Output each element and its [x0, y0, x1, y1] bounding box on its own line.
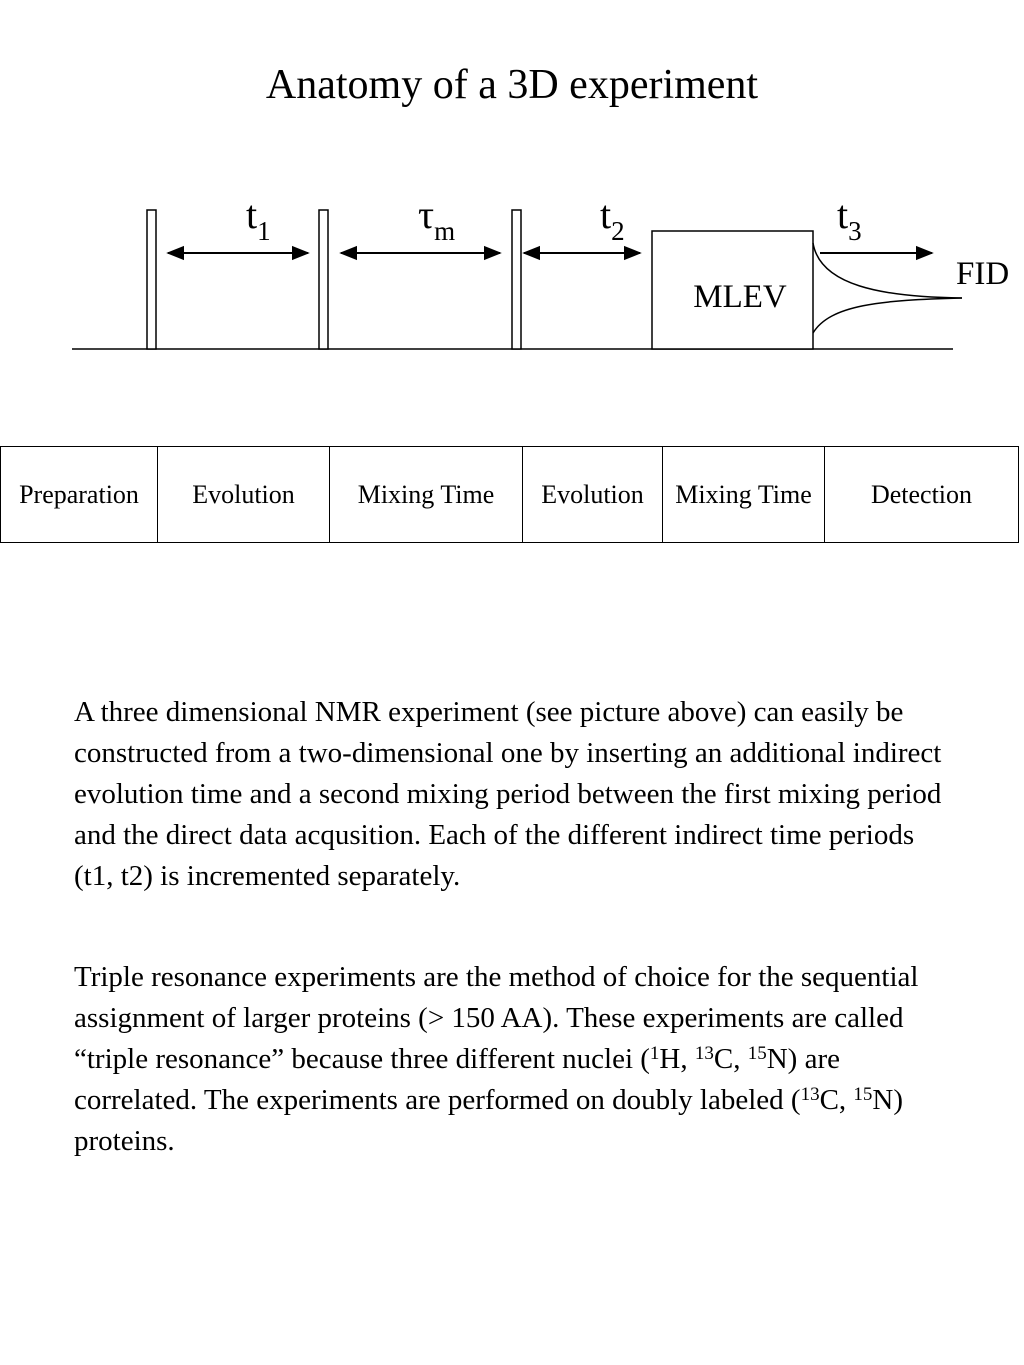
paragraph-3d-experiment: A three dimensional NMR experiment (see picture above) can easily be constructed from a two-dimensional one by inserting an additional indirect evolution time and a second mixing period between the first mixing period and the direct data acqusition. Each of the different indirect time periods (t1, t2) is incremented separately. — [74, 696, 942, 892]
pulse-1 — [147, 210, 156, 349]
fid-label: FID — [956, 256, 1010, 292]
t1-label: $t_1$ — [246, 192, 271, 246]
pulse-3 — [512, 210, 521, 349]
paragraph-triple-resonance: Triple resonance experiments are the method of choice for the sequential assignment of larger proteins (> 150 AA). These experiments are called “triple resonance” because three different nuclei ($^1$H, $^{13}$C, $^{15}$N) are correlated. The experiments are performed on doubly labeled ($^{13}$C, $^{15}$N) proteins. — [74, 961, 919, 1157]
phase-row — [1, 447, 1019, 543]
phase-table — [0, 446, 1019, 543]
fid-curve-lower — [813, 298, 962, 333]
mlev-label: MLEV — [693, 279, 787, 315]
tau-m-label: $\tau_m$ — [418, 192, 456, 246]
phase-mixing-time-2: Mixing Time — [663, 447, 825, 543]
phase-evolution-2: Evolution — [523, 447, 663, 543]
phase-detection: Detection — [825, 447, 1019, 543]
page-title: Anatomy of a 3D experiment — [265, 62, 759, 108]
t3-label: $t_3$ — [837, 192, 862, 246]
pulse-2 — [319, 210, 328, 349]
pulse-sequence-diagram — [0, 180, 1024, 370]
phase-evolution-1: Evolution — [158, 447, 330, 543]
t2-label: $t_2$ — [600, 192, 625, 246]
fid-curve-upper — [813, 243, 962, 298]
phase-preparation: Preparation — [1, 447, 158, 543]
phase-mixing-time-1: Mixing Time — [330, 447, 523, 543]
